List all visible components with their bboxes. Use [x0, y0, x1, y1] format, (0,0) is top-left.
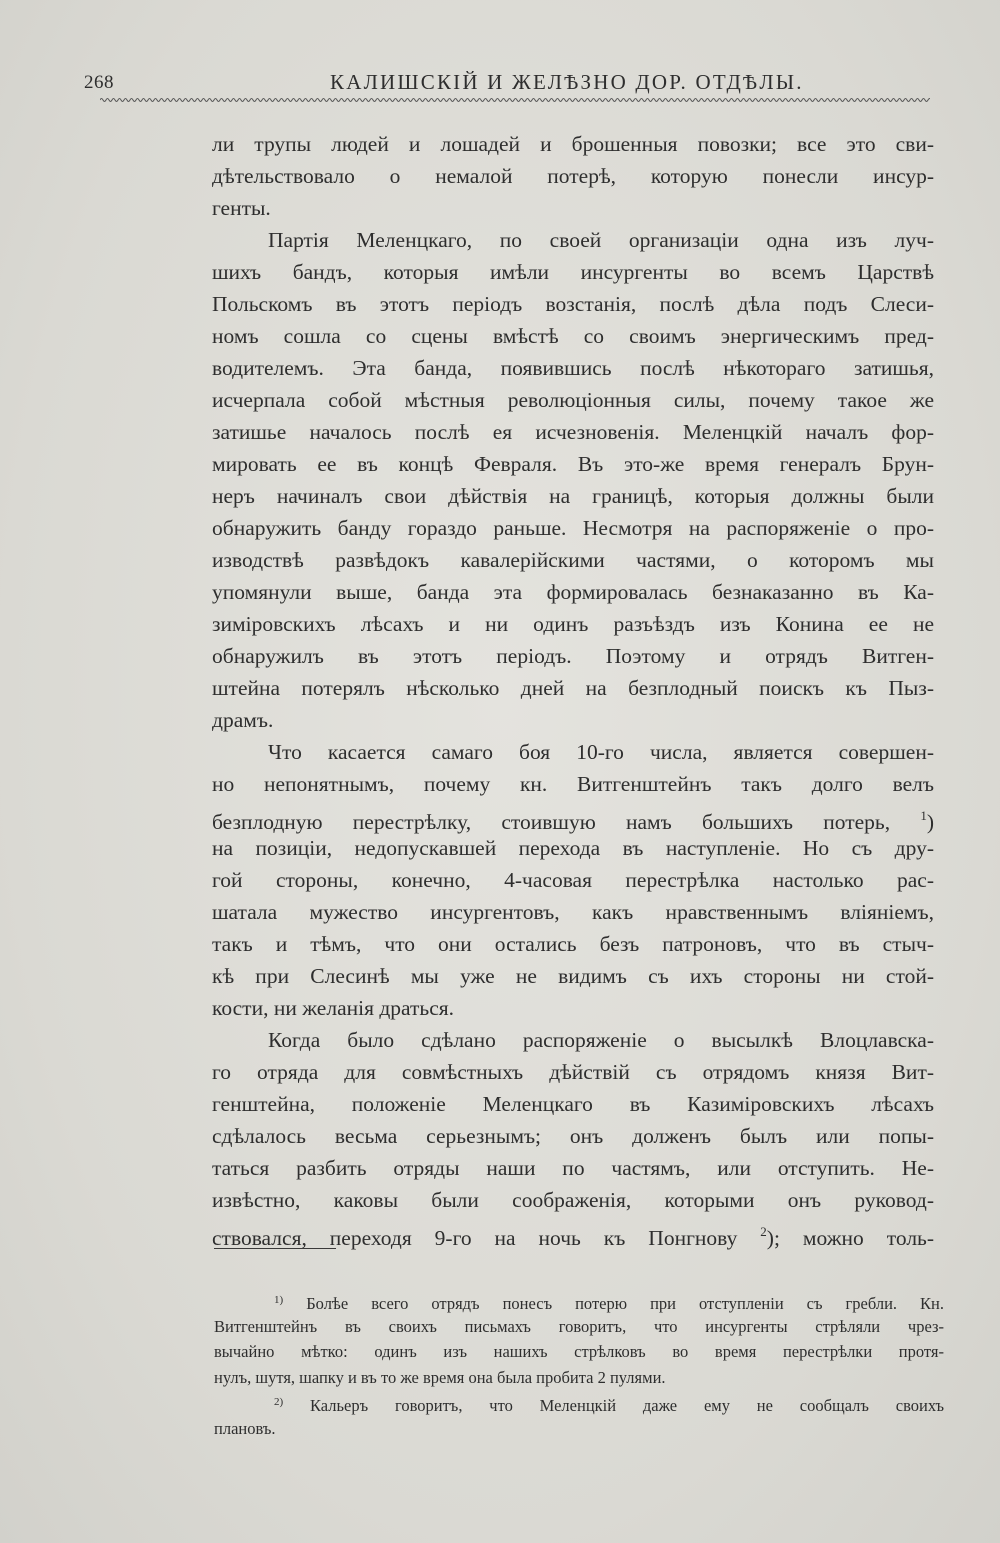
text-line: драмъ. — [212, 708, 274, 732]
text-line: но непонятнымъ, почему кн. Витгенштейнъ такъ долго велъ — [212, 772, 934, 796]
footnote-text: Болѣе всего отрядъ понесъ потерю при отступленіи съ гребли. Кн. — [306, 1294, 944, 1313]
footnote-reference-paren: ) — [766, 1226, 774, 1250]
text-line: шатала мужество инсургентовъ, какъ нравственнымъ вліяніемъ, — [212, 900, 934, 924]
text-line: неръ начиналъ свои дѣйствія на границѣ, которыя должны были — [212, 484, 934, 508]
footnote-reference-paren: ) — [926, 810, 934, 834]
text-line-content: ; можно толь- — [773, 1226, 935, 1250]
text-line: номъ сошла со сцены вмѣстѣ со своимъ энергическимъ пред- — [212, 324, 934, 348]
text-line: штейна потерялъ нѣсколько дней на безплодный поискъ къ Пыз- — [212, 676, 934, 700]
text-line: генты. — [212, 196, 271, 220]
footnote-text: Кальеръ говоритъ, что Меленцкій даже ему не сообщалъ своихъ — [310, 1396, 945, 1415]
footnote-1 — [214, 1288, 944, 1314]
text-line: на позиціи, недопускавшей перехода въ наступленіе. Но съ дру- — [212, 836, 934, 860]
footnote-2 — [214, 1390, 944, 1416]
text-line: сдѣлалось весьма серьезнымъ; онъ долженъ былъ или попы- — [212, 1124, 934, 1148]
footnote-line: Витгенштейнъ въ своихъ письмахъ говоритъ, что инсургенты стрѣляли чрез- — [214, 1316, 944, 1336]
text-line: затишье началось послѣ ея исчезновенія. Меленцкій началъ фор- — [212, 420, 934, 444]
main-text — [212, 128, 934, 1248]
text-line: кости, ни желанія драться. — [212, 996, 455, 1020]
text-line: го отряда для совмѣстныхъ дѣйствій съ отрядомъ князя Вит- — [212, 1060, 934, 1084]
text-line-content: ствовался, переходя 9-го на ночь къ Понгнову — [212, 1226, 738, 1250]
text-line: шихъ бандъ, которыя имѣли инсургенты во всемъ Царствѣ — [212, 260, 934, 284]
paragraph-start: Когда было сдѣлано распоряженіе о высылкѣ Влоцлавска- — [268, 1028, 934, 1052]
text-line: изводствѣ развѣдокъ кавалерійскими частями, о которомъ мы — [212, 548, 934, 572]
running-title: КАЛИШСКІЙ И ЖЕЛѢЗНО ДОР. ОТДѢЛЫ. — [330, 70, 804, 94]
text-line: мировать ее въ концѣ Февраля. Въ это-же время генералъ Брун- — [212, 452, 934, 476]
text-line: генштейна, положеніе Меленцкаго въ Казиміровскихъ лѣсахъ — [212, 1092, 934, 1116]
text-line-content: безплодную перестрѣлку, стоившую намъ большихъ потерь, — [212, 810, 891, 834]
text-line — [212, 1216, 934, 1248]
footnote-line: нулъ, шутя, шапку и въ то же время она была пробита 2 пулями. — [214, 1367, 666, 1387]
footnote-line: плановъ. — [214, 1418, 276, 1438]
text-line — [212, 800, 934, 832]
text-line: такъ и тѣмъ, что они остались безъ патроновъ, что въ стыч- — [212, 932, 934, 956]
text-line: Польскомъ въ этотъ періодъ возстанія, послѣ дѣла подъ Слеси- — [212, 292, 934, 316]
text-line: водителемъ. Эта банда, появившись послѣ нѣкотораго затишья, — [212, 356, 934, 380]
wavy-rule-ornament — [100, 96, 930, 104]
text-line: исчерпала собой мѣстныя революціонныя силы, почему такое же — [212, 388, 934, 412]
text-line: ли трупы людей и лошадей и брошенныя повозки; все это сви- — [212, 132, 934, 156]
page-number: 268 — [84, 72, 114, 93]
footnote-1-mark: 1) — [274, 1294, 284, 1306]
text-line: обнаружилъ въ этотъ періодъ. Поэтому и отрядъ Витген- — [212, 644, 934, 668]
text-line: обнаружить банду гораздо раньше. Несмотря на распоряженіе о про- — [212, 516, 934, 540]
footnote-line: вычайно мѣтко: одинъ изъ нашихъ стрѣлковъ во время перестрѣлки протя- — [214, 1342, 944, 1361]
text-line: зиміровскихъ лѣсахъ и ни одинъ разъѣздъ изъ Конина ее не — [212, 612, 934, 636]
paragraph-start: Партія Меленцкаго, по своей организаціи одна изъ луч- — [268, 228, 934, 252]
footnote-reference-2: 2 — [760, 1224, 767, 1239]
text-line: дѣтельствовало о немалой потерѣ, которую понесли инсур- — [212, 164, 934, 188]
footnote-reference-1: 1 — [920, 808, 927, 823]
footnote-separator — [214, 1248, 336, 1249]
text-line: таться разбить отряды наши по частямъ, или отступить. Не- — [212, 1156, 934, 1180]
text-line: кѣ при Слесинѣ мы уже не видимъ съ ихъ стороны ни стой- — [212, 964, 934, 988]
footnotes — [214, 1288, 944, 1441]
text-line: извѣстно, каковы были соображенія, которыми онъ руковод- — [212, 1188, 934, 1212]
text-line: упомянули выше, банда эта формировалась безнаказанно въ Ка- — [212, 580, 934, 604]
footnote-2-mark: 2) — [274, 1396, 284, 1408]
paragraph-start: Что касается самаго боя 10-го числа, является совершен- — [268, 740, 934, 764]
text-line: гой стороны, конечно, 4-часовая перестрѣлка настолько рас- — [212, 868, 934, 892]
